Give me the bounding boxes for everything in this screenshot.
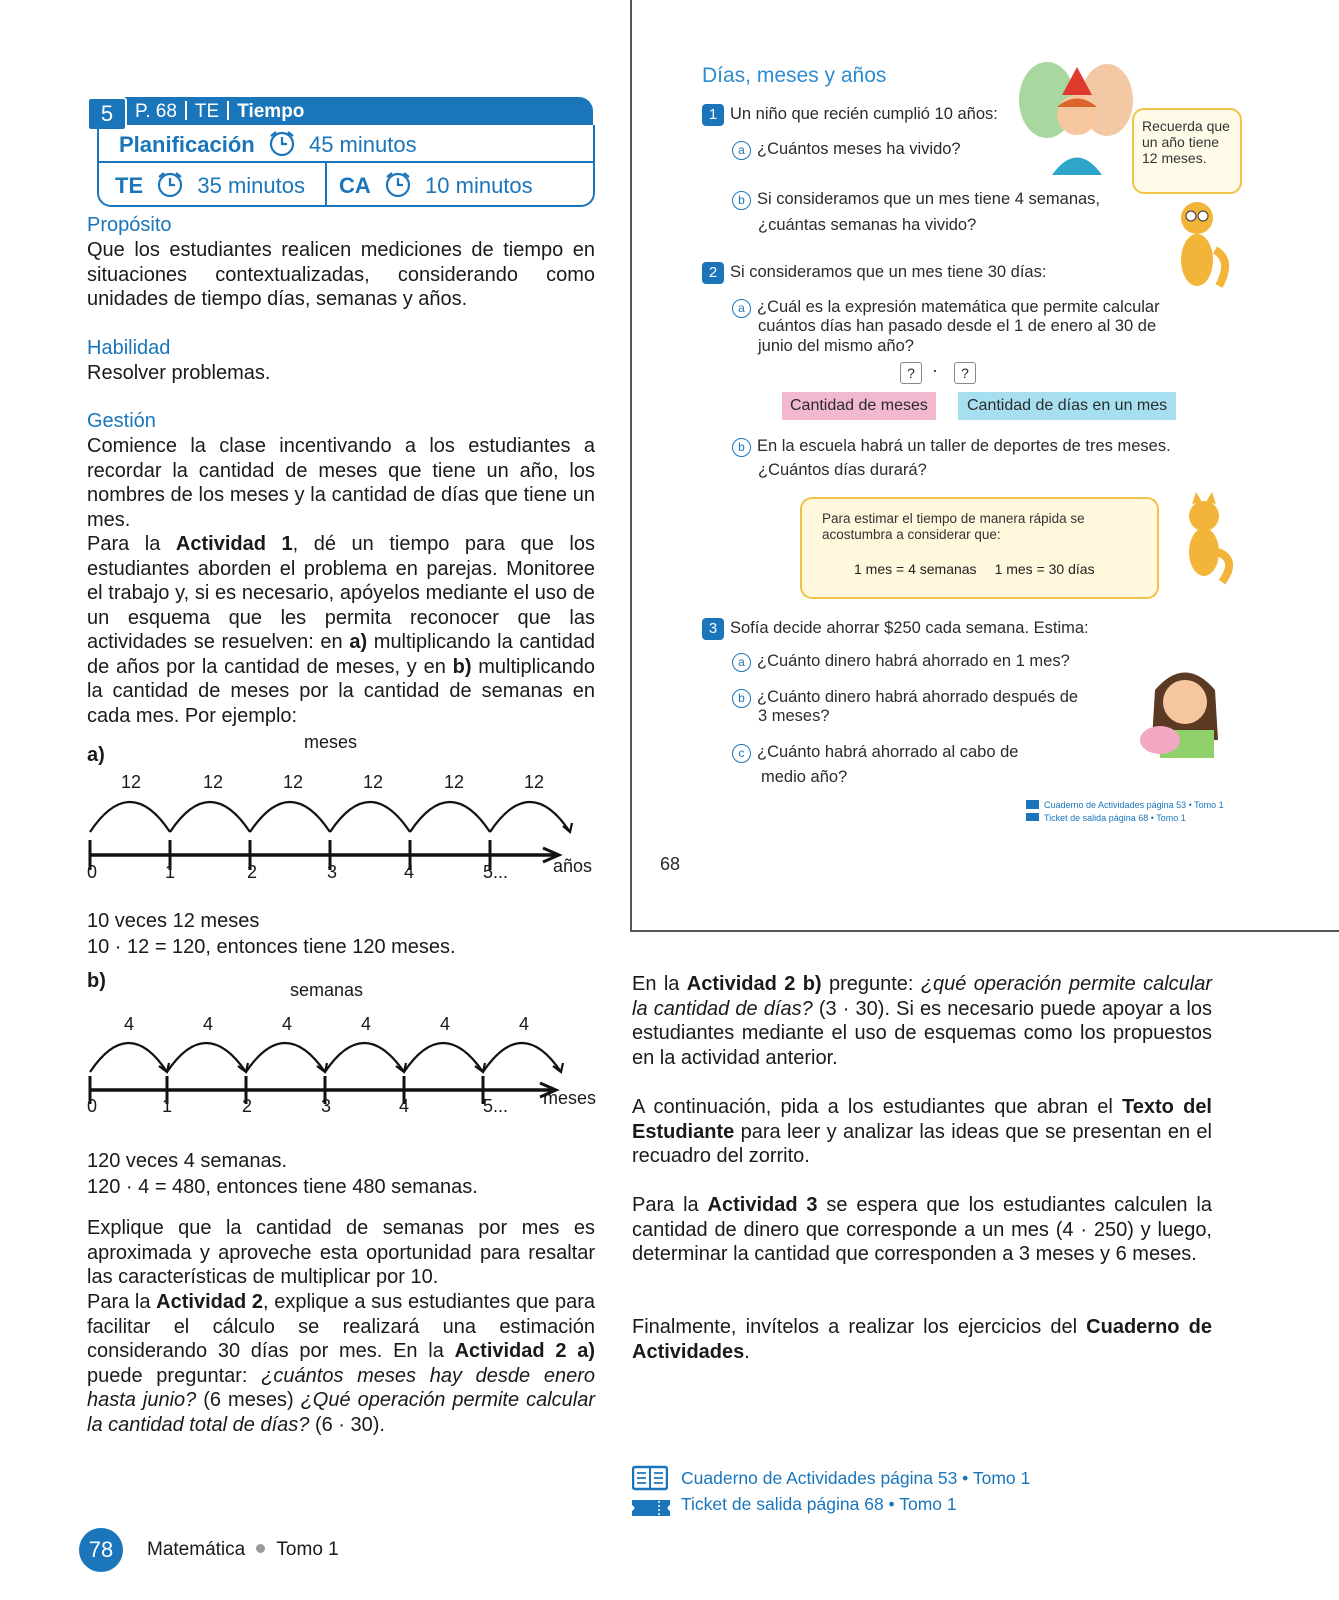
- planning-label: Planificación: [119, 132, 255, 157]
- closing-paragraph: Finalmente, invítelos a realizar los ejercicios del Cuaderno de Actividades.: [632, 1316, 1212, 1363]
- question-1b: b Si consideramos que un mes tiene 4 semanas,: [732, 190, 1100, 210]
- ticket-icon: [632, 1498, 670, 1518]
- ticket-reference: Ticket de salida página 68 • Tomo 1: [681, 1494, 957, 1514]
- question-2a-cont2: junio del mismo año?: [758, 337, 914, 355]
- tick-label: 4: [399, 1096, 410, 1116]
- habilidad-heading: Habilidad: [87, 337, 171, 359]
- girl-with-piggy-bank-illustration: [1120, 660, 1250, 760]
- question-1a: a ¿Cuántos meses ha vivido?: [732, 140, 961, 160]
- tick-label: 1: [162, 1096, 173, 1116]
- step-label: 4: [440, 1014, 451, 1034]
- fox-illustration: [1172, 490, 1242, 590]
- step-label: 4: [203, 1014, 214, 1034]
- question-2a-cont1: cuántos días han pasado desde el 1 de enero al 30 de: [758, 317, 1157, 335]
- question-2b-cont: ¿Cuántos días durará?: [758, 461, 927, 479]
- question-1: 1 Un niño que recién cumplió 10 años:: [702, 104, 998, 126]
- alarm-clock-icon: [267, 129, 297, 157]
- question-3c-cont: medio año?: [761, 768, 848, 786]
- header-bar-text: [135, 101, 304, 123]
- tick-label: 2: [242, 1096, 253, 1116]
- proposito-text: Que los estudiantes realicen mediciones de tiempo en situaciones contextualizadas, considerando como unidades de tiempo días, semanas y años.: [87, 239, 595, 310]
- alarm-clock-icon: [383, 170, 413, 198]
- axis-label: meses: [543, 1088, 597, 1108]
- tick-label: 0: [87, 1096, 98, 1116]
- student-text-paragraph: A continuación, pida a los estudiantes que abran el Texto del Estudiante para leer y analizar las ideas que se presentan en el recuadro del zorrito.: [632, 1096, 1212, 1167]
- gestion-text: Comience la clase incentivando a los estudiantes a recordar la cantidad de meses que tiene un año, los nombres de los meses y la cantidad de días que tiene un mes.: [87, 435, 595, 531]
- placeholder-box: ?: [954, 362, 976, 384]
- example-a-label: a): [87, 744, 105, 766]
- page-number: 78: [79, 1528, 123, 1572]
- explanation-paragraph: Explique que la cantidad de semanas por mes es aproximada y aproveche esta oportunidad para resaltar las características de multiplicar por 10.: [87, 1217, 595, 1288]
- step-label: 12: [363, 772, 384, 792]
- step-label: 4: [361, 1014, 372, 1034]
- step-label: 12: [524, 772, 545, 792]
- placeholder-box: ?: [900, 362, 922, 384]
- number-line-b: [87, 1004, 607, 1134]
- textbook-ref-ticket: Ticket de salida página 68 • Tomo 1: [1044, 813, 1186, 823]
- footer-subject: Matemática Tomo 1: [147, 1539, 339, 1560]
- tick-label: 3: [321, 1096, 332, 1116]
- page-reference: P. 68: [135, 101, 177, 122]
- question-2: 2 Si consideramos que un mes tiene 30 días:: [702, 262, 1046, 284]
- label-quantity-months: Cantidad de meses: [782, 392, 936, 420]
- planning-time: 45 minutos: [308, 132, 417, 157]
- step-label: 12: [121, 772, 142, 792]
- question-3b: b ¿Cuánto dinero habrá ahorrado después de: [732, 688, 1078, 708]
- tick-label: 0: [87, 862, 98, 882]
- tick-label: 3: [327, 862, 338, 882]
- label-days-per-month: Cantidad de días en un mes: [958, 392, 1176, 420]
- question-1b-cont: ¿cuántas semanas ha vivido?: [758, 216, 977, 234]
- habilidad-text: Resolver problemas.: [87, 362, 271, 384]
- example-a-line2: 10 · 12 = 120, entonces tiene 120 meses.: [87, 936, 456, 958]
- lesson-topic: Tiempo: [237, 101, 305, 122]
- workbook-reference: Cuaderno de Actividades página 53 • Tomo 1: [681, 1468, 1031, 1488]
- tick-label: 2: [247, 862, 258, 882]
- workbook-icon: [632, 1465, 668, 1491]
- te-label: TE: [115, 173, 144, 198]
- question-3: 3 Sofía decide ahorrar $250 cada semana. Estima:: [702, 618, 1089, 640]
- example-b-unit-label: semanas: [290, 980, 364, 1000]
- fox-illustration: [1167, 190, 1237, 300]
- gestion-heading: Gestión: [87, 410, 156, 432]
- textbook-ref-workbook: Cuaderno de Actividades página 53 • Tomo 1: [1044, 800, 1224, 810]
- textbook-title: Días, meses y años: [702, 64, 887, 87]
- example-b-label: b): [87, 970, 106, 992]
- tick-label: 1: [165, 862, 176, 882]
- step-label: 12: [203, 772, 224, 792]
- ca-time: 10 minutos: [425, 173, 533, 198]
- example-a-line1: 10 veces 12 meses: [87, 910, 260, 932]
- reminder-note: Recuerda que un año tiene 12 meses.: [1132, 108, 1242, 194]
- question-2a: a ¿Cuál es la expresión matemática que permite calcular: [732, 298, 1160, 318]
- proposito-heading: Propósito: [87, 214, 172, 236]
- tick-label: 5...: [483, 1096, 509, 1116]
- step-label: 4: [282, 1014, 293, 1034]
- textbook-page-number: 68: [660, 854, 681, 874]
- question-3b-cont: 3 meses?: [758, 707, 830, 725]
- activity1-paragraph: Para la Actividad 1, dé un tiempo para que los estudiantes aborden el problema en parejas. Monitoree el trabajo y, si es necesario, apóyelos mediante el uso de un esquema que les permita reconocer que las actividades se resuelven: en a) multiplicando la cantidad de años por la cantidad de meses, y en b) multiplicando la cantidad de meses por la cantidad de semanas en cada mes. Por ejemplo:: [87, 533, 595, 727]
- tip-box: Para estimar el tiempo de manera rápida se acostumbra a considerar que: 1 mes = 4 semanas 1 mes = 30 días: [800, 497, 1159, 599]
- step-label: 12: [283, 772, 304, 792]
- activity2-paragraph: Para la Actividad 2, explique a sus estudiantes que para facilitar el cálculo se realizará una estimación considerando 30 días por mes. En la Actividad 2 a) puede preguntar: ¿cuántos meses hay desde enero hasta junio? (6 meses) ¿Qué operación permite calcular la cantidad total de días? (6 · 30).: [87, 1291, 595, 1436]
- time-split-row: [97, 163, 595, 207]
- step-label: 4: [124, 1014, 135, 1034]
- book-ticket-icons: [1026, 800, 1040, 824]
- multiply-dot: ·: [932, 360, 938, 380]
- example-b-line2: 120 · 4 = 480, entonces tiene 480 semanas.: [87, 1176, 478, 1198]
- example-a-unit-label: meses: [304, 732, 358, 752]
- ca-label: CA: [339, 173, 371, 198]
- te-time: 35 minutos: [197, 173, 305, 198]
- activity2b-paragraph: En la Actividad 2 b) pregunte: ¿qué operación permite calcular la cantidad de días? (3 · 30). Si es necesario puede apoyar a los estudiantes mediante el uso de esquemas como los propuestos en la actividad anterior.: [632, 973, 1213, 1069]
- tick-label: 4: [404, 862, 415, 882]
- tick-label: 5...: [483, 862, 509, 882]
- alarm-clock-icon: [155, 170, 185, 198]
- step-label: 12: [444, 772, 465, 792]
- axis-label: años: [553, 856, 593, 876]
- activity3-paragraph: Para la Actividad 3 se espera que los estudiantes calculen la cantidad de dinero que corresponde a un mes (4 · 250) y luego, determinar la cantidad que corresponden a 3 meses y 6 meses.: [632, 1194, 1212, 1265]
- boy-with-balloons-illustration: [1012, 55, 1142, 185]
- number-line-a: [87, 760, 607, 890]
- lesson-header: [87, 97, 595, 209]
- example-b-line1: 120 veces 4 semanas.: [87, 1150, 288, 1172]
- tip-equation-weeks: 1 mes = 4 semanas: [854, 561, 977, 577]
- planning-row: [97, 125, 595, 163]
- question-2b: b En la escuela habrá un taller de deportes de tres meses.: [732, 437, 1171, 457]
- textbook-page: [630, 0, 1339, 932]
- question-3c: c ¿Cuánto habrá ahorrado al cabo de: [732, 743, 1018, 763]
- question-3a: a ¿Cuánto dinero habrá ahorrado en 1 mes?: [732, 652, 1070, 672]
- te-tag: TE: [194, 101, 220, 122]
- step-label: 4: [519, 1014, 530, 1034]
- lesson-number: 5: [87, 97, 127, 131]
- tip-equation-days: 1 mes = 30 días: [994, 561, 1095, 577]
